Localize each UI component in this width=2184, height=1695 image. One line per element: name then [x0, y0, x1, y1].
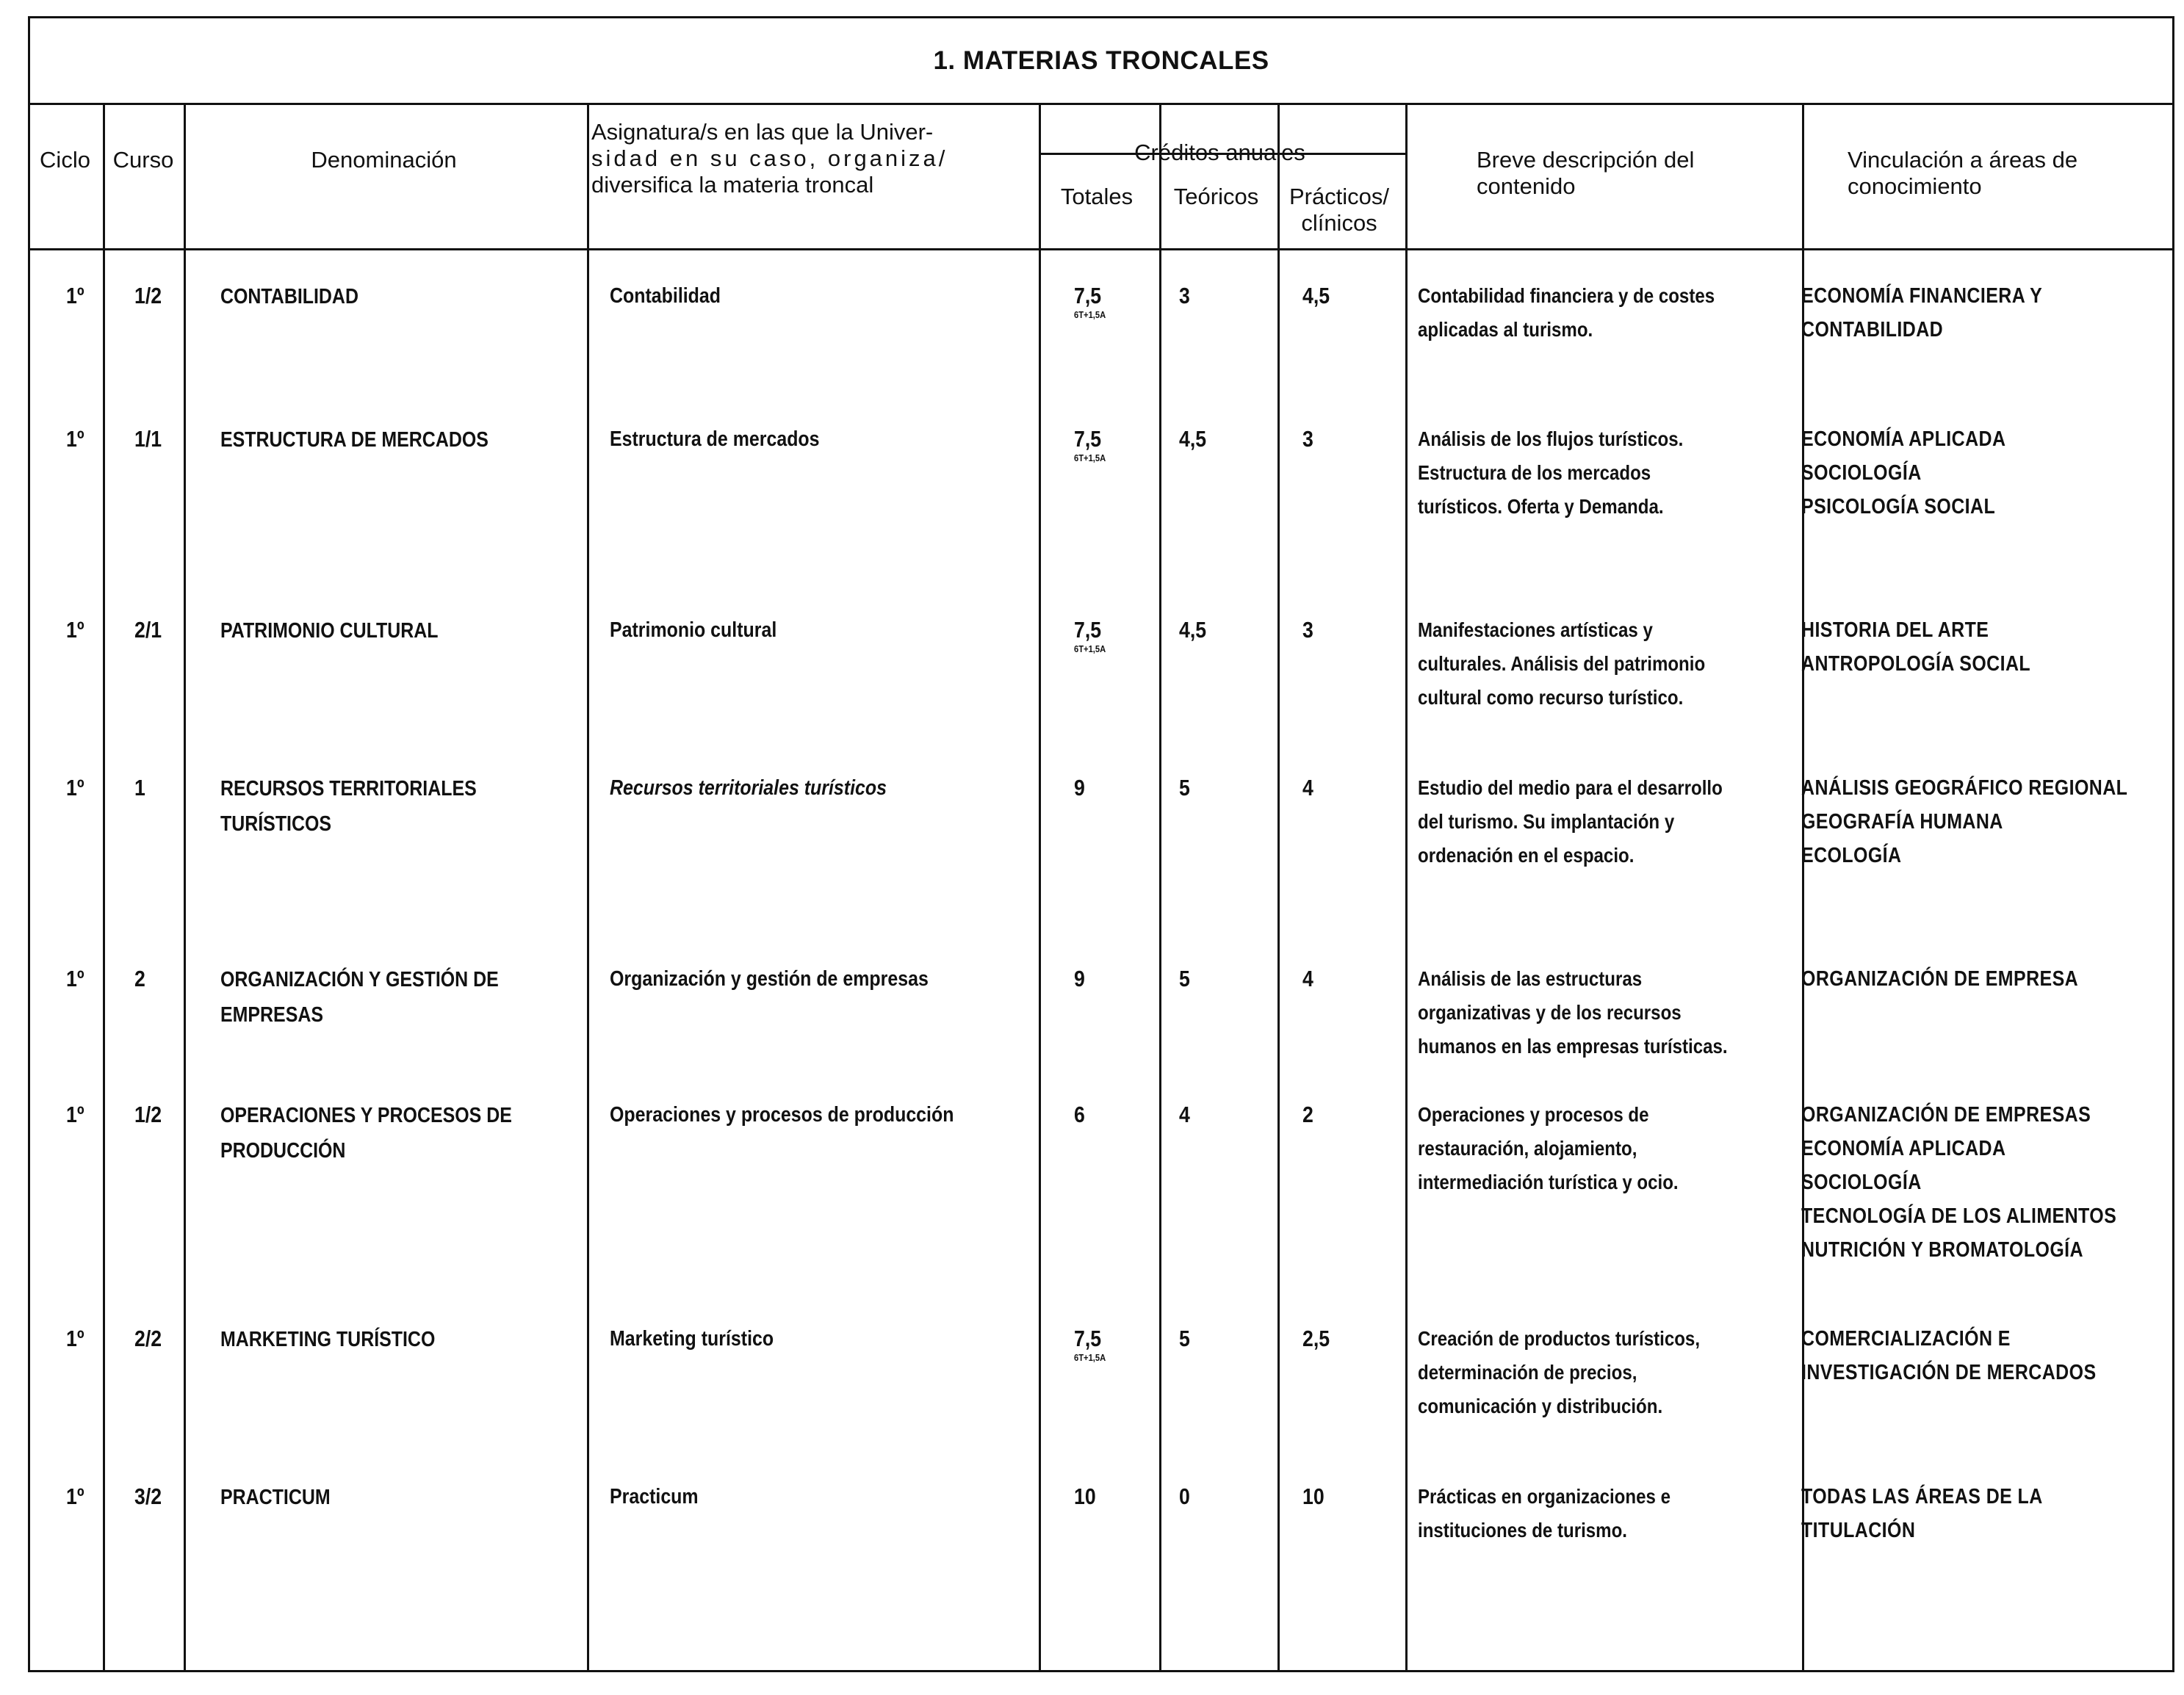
- cell-areas: ORGANIZACIÓN DE EMPRESAS ECONOMÍA APLICADA SOCIOLOGÍA TECNOLOGÍA DE LOS ALIMENTOS NUTRICIÓN Y BROMATOLOGÍA: [1801, 1103, 2117, 1262]
- cell-denominacion: OPERACIONES Y PROCESOS DE PRODUCCIÓN: [220, 1104, 512, 1163]
- cell-asignatura: Operaciones y procesos de producción: [610, 1103, 954, 1127]
- header-practicos-line1: Prácticos/: [1289, 184, 1390, 209]
- cell-totales-value: 10: [1074, 1483, 1096, 1509]
- cell-curso: 2: [134, 966, 145, 991]
- cell-ciclo: 1º: [66, 283, 84, 308]
- cell-teoricos: 5: [1179, 1326, 1190, 1351]
- cell-asignatura: Estructura de mercados: [610, 427, 820, 451]
- col-divider-practicos: [1405, 105, 1408, 1670]
- cell-practicos: 10: [1302, 1483, 1325, 1509]
- cell-denominacion: PRACTICUM: [220, 1486, 331, 1509]
- cell-curso: 3/2: [134, 1483, 162, 1509]
- cell-ciclo: 1º: [66, 966, 84, 991]
- cell-teoricos: 5: [1179, 775, 1190, 800]
- cell-ciclo: 1º: [66, 1483, 84, 1509]
- cell-totales-value: 7,5: [1074, 1326, 1102, 1351]
- cell-totales-breakdown: 6T+1,5A: [1074, 309, 1106, 320]
- cell-descripcion: Operaciones y procesos de restauración, alojamiento, intermediación turística y ocio.: [1418, 1103, 1679, 1193]
- cell-curso: 2/2: [134, 1326, 162, 1351]
- header-asignatura-line3: diversifica la materia troncal: [591, 172, 874, 198]
- cell-asignatura: Contabilidad: [610, 284, 721, 308]
- cell-totales-breakdown: 6T+1,5A: [1074, 1352, 1106, 1363]
- cell-descripcion: Creación de productos turísticos, determinación de precios, comunicación y distribución.: [1418, 1327, 1701, 1417]
- page-title: 1. MATERIAS TRONCALES: [933, 46, 1269, 75]
- header-practicos-line2: clínicos: [1301, 210, 1377, 236]
- cell-denominacion: ESTRUCTURA DE MERCADOS: [220, 428, 489, 452]
- cell-ciclo: 1º: [66, 1326, 84, 1351]
- cell-descripcion: Contabilidad financiera y de costes aplicadas al turismo.: [1418, 284, 1715, 341]
- cell-totales: [1074, 422, 1106, 463]
- cell-asignatura: Marketing turístico: [610, 1327, 774, 1351]
- cell-totales-value: 9: [1074, 775, 1085, 800]
- cell-curso: 2/1: [134, 617, 162, 643]
- header-bottom-line: [30, 248, 2172, 250]
- header-totales: Totales: [1060, 184, 1134, 209]
- cell-descripcion: Estudio del medio para el desarrollo del turismo. Su implantación y ordenación en el espacio.: [1418, 776, 1723, 867]
- cell-areas: TODAS LAS ÁREAS DE LA TITULACIÓN: [1801, 1485, 2043, 1542]
- cell-asignatura: Patrimonio cultural: [610, 618, 777, 642]
- cell-totales-value: 9: [1074, 966, 1085, 991]
- header-descripcion-line2: contenido: [1477, 173, 1576, 199]
- cell-descripcion: Análisis de los flujos turísticos. Estructura de los mercados turísticos. Oferta y Demanda.: [1418, 427, 1684, 518]
- cell-curso: 1/2: [134, 283, 162, 308]
- cell-totales: [1074, 962, 1085, 996]
- col-divider-teoricos: [1277, 105, 1280, 1670]
- col-divider-totales: [1159, 105, 1161, 1670]
- cell-areas: ECONOMÍA FINANCIERA Y CONTABILIDAD: [1801, 284, 2043, 341]
- cell-denominacion: MARKETING TURÍSTICO: [220, 1328, 436, 1351]
- header-denominacion: Denominación: [311, 147, 457, 173]
- cell-denominacion: ORGANIZACIÓN Y GESTIÓN DE EMPRESAS: [220, 968, 499, 1027]
- header-areas: [1848, 147, 2171, 200]
- header-areas-line1: Vinculación a áreas de: [1848, 147, 2078, 173]
- header-areas-line2: conocimiento: [1848, 173, 1982, 199]
- col-divider-curso: [184, 105, 186, 1670]
- cell-descripcion: Prácticas en organizaciones e instituciones de turismo.: [1418, 1485, 1671, 1542]
- cell-denominacion: PATRIMONIO CULTURAL: [220, 619, 439, 643]
- cell-totales-value: 6: [1074, 1102, 1085, 1127]
- cell-totales-value: 7,5: [1074, 617, 1102, 643]
- cell-practicos: 2: [1302, 1102, 1313, 1127]
- cell-totales-value: 7,5: [1074, 426, 1102, 452]
- header-asignatura: [591, 119, 1025, 198]
- cell-teoricos: 5: [1179, 966, 1190, 991]
- cell-asignatura: Organización y gestión de empresas: [610, 967, 929, 991]
- col-divider-asignatura: [1039, 105, 1041, 1670]
- cell-areas: ORGANIZACIÓN DE EMPRESA: [1801, 967, 2079, 991]
- col-divider-denominacion: [587, 105, 589, 1670]
- cell-asignatura: Practicum: [610, 1485, 699, 1508]
- title-band: [30, 18, 2172, 105]
- cell-totales: [1074, 1480, 1096, 1514]
- col-divider-ciclo: [103, 105, 105, 1670]
- header-asignatura-line1: Asignatura/s en las que la Univer-: [591, 119, 934, 145]
- cell-teoricos: 4,5: [1179, 617, 1207, 643]
- cell-areas: ECONOMÍA APLICADA SOCIOLOGÍA PSICOLOGÍA SOCIAL: [1801, 427, 2006, 518]
- cell-practicos: 2,5: [1302, 1326, 1330, 1351]
- cell-denominacion: RECURSOS TERRITORIALES TURÍSTICOS: [220, 777, 477, 836]
- cell-areas: COMERCIALIZACIÓN E INVESTIGACIÓN DE MERCADOS: [1801, 1327, 2097, 1384]
- cell-practicos: 3: [1302, 426, 1313, 452]
- cell-curso: 1: [134, 775, 145, 800]
- cell-teoricos: 4,5: [1179, 426, 1207, 452]
- cell-areas: HISTORIA DEL ARTE ANTROPOLOGÍA SOCIAL: [1801, 618, 2031, 676]
- header-teoricos: Teóricos: [1173, 184, 1259, 209]
- cell-totales: [1074, 1098, 1085, 1132]
- cell-areas: ANÁLISIS GEOGRÁFICO REGIONAL GEOGRAFÍA HUMANA ECOLOGÍA: [1801, 776, 2128, 867]
- cell-teoricos: 3: [1179, 283, 1190, 308]
- cell-denominacion: CONTABILIDAD: [220, 285, 358, 308]
- header-descripcion-line1: Breve descripción del: [1477, 147, 1695, 173]
- cell-descripcion: Manifestaciones artísticas y culturales. Análisis del patrimonio cultural como recurso turístico.: [1418, 618, 1706, 709]
- cell-practicos: 4,5: [1302, 283, 1330, 308]
- cell-totales-breakdown: 6T+1,5A: [1074, 643, 1106, 654]
- header-creditos: Créditos anuales: [1134, 140, 1305, 165]
- header-descripcion: [1477, 147, 1785, 200]
- cell-practicos: 3: [1302, 617, 1313, 643]
- cell-ciclo: 1º: [66, 617, 84, 643]
- cell-teoricos: 4: [1179, 1102, 1190, 1127]
- cell-totales: [1074, 279, 1106, 320]
- cell-curso: 1/1: [134, 426, 162, 452]
- cell-ciclo: 1º: [66, 1102, 84, 1127]
- cell-teoricos: 0: [1179, 1483, 1190, 1509]
- cell-totales: [1074, 771, 1085, 805]
- cell-totales: [1074, 1322, 1106, 1363]
- header-ciclo: Ciclo: [40, 147, 90, 173]
- cell-practicos: 4: [1302, 775, 1313, 800]
- cell-curso: 1/2: [134, 1102, 162, 1127]
- cell-ciclo: 1º: [66, 426, 84, 452]
- header-curso: Curso: [112, 147, 174, 173]
- cell-descripcion: Análisis de las estructuras organizativas y de los recursos humanos en las empresas turísticas.: [1418, 967, 1728, 1058]
- header-practicos: [1275, 184, 1403, 236]
- header-asignatura-line2: sidad en su caso, organiza/: [591, 145, 948, 171]
- cell-totales-value: 7,5: [1074, 283, 1102, 308]
- cell-totales: [1074, 613, 1106, 654]
- cell-ciclo: 1º: [66, 775, 84, 800]
- cell-totales-breakdown: 6T+1,5A: [1074, 452, 1106, 463]
- cell-practicos: 4: [1302, 966, 1313, 991]
- cell-asignatura: Recursos territoriales turísticos: [610, 776, 887, 800]
